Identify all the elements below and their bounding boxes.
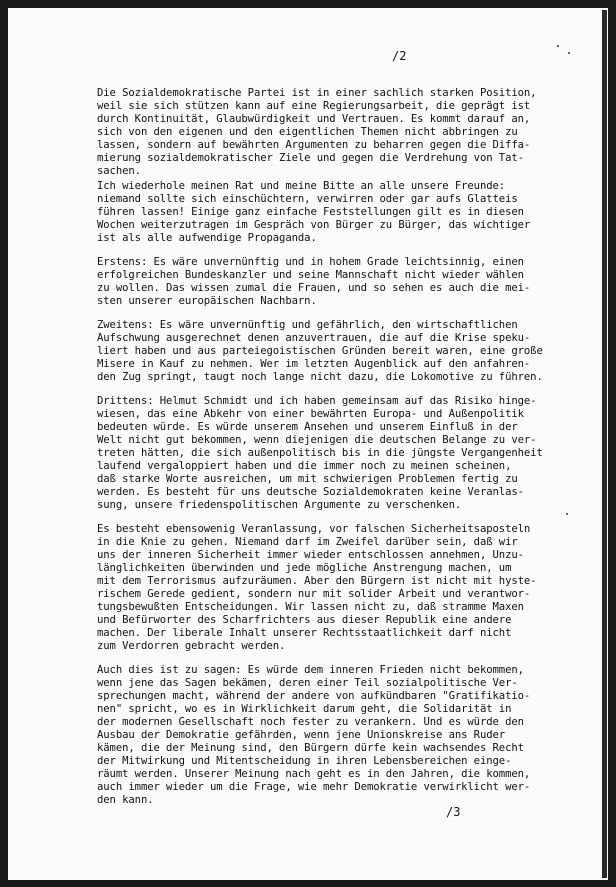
text-line: lassen, sondern auf bewährten Argumenten zu beharren gegen die Diffa- [97,139,531,151]
text-line: Auch dies ist zu sagen: Es würde dem inneren Frieden nicht bekommen, [97,664,524,676]
text-line: Die Sozialdemokratische Partei ist in einer sachlich starken Position, [97,87,537,99]
text-line: mierung sozialdemokratischer Ziele und gegen die Verdrehung von Tat- [97,152,524,164]
text-line: machen. Der liberale Inhalt unserer Rechtsstaatlichkeit darf nicht [97,627,512,639]
text-line: sprechungen macht, während der andere von aufkündbaren "Gratifikatio- [97,690,531,702]
text-line: rischem Gerede gedient, sondern nur mit solider Arbeit und verantwor- [97,588,531,600]
text-line: Misere in Kauf zu nehmen. Wer im letzten Augenblick auf den anfahren- [97,358,531,370]
text-line: erfolgreichen Bundeskanzler und seine Mannschaft nicht wieder wählen [97,269,524,281]
paragraph [97,395,597,512]
paragraph [97,180,597,245]
text-line: laufend vergaloppiert haben und die immer noch zu meinen scheinen, [97,460,512,472]
next-page-marker: /3 [446,805,461,819]
scan-edge [602,10,607,878]
text-line: werden. Es besteht für uns deutsche Sozialdemokraten keine Veranlas- [97,486,524,498]
text-line: den kann. [97,794,154,806]
paragraph [97,664,597,807]
scan-speck [557,45,559,47]
text-line: kämen, die der Meinung sind, den Bürgern dürfe kein wachsendes Recht [97,742,524,754]
text-line: ist als alle aufwendige Propaganda. [97,232,317,244]
text-line: Es besteht ebensowenig Veranlassung, vor falschen Sicherheitsaposteln [97,523,531,535]
text-line: länglichkeiten überwinden und jede mögliche Anstrengung machen, um [97,562,512,574]
text-line: Ich wiederhole meinen Rat und meine Bitte an alle unsere Freunde: [97,180,506,192]
text-line: auch immer wieder um die Frage, wie mehr Demokratie verwirklicht wer- [97,781,531,793]
text-line: niemand sollte sich einschüchtern, verwirren oder gar aufs Glatteis [97,193,518,205]
text-line: wenn jene das Sagen bekämen, deren einer Teil sozialpolitische Ver- [97,677,518,689]
text-line: Zweitens: Es wäre unvernünftig und gefährlich, den wirtschaftlichen [97,319,518,331]
text-line: Welt nicht gut bekommen, wenn diejenigen die deutschen Belange zu ver- [97,434,537,446]
scan-speck [566,513,568,515]
text-line: mit dem Terrorismus aufzuräumen. Aber den Bürgern ist nicht mit hyste- [97,575,537,587]
paragraph [97,523,597,653]
text-line: führen lassen! Einige ganz einfache Feststellungen gilt es in diesen [97,206,524,218]
document-page [8,8,608,880]
text-line: durch Kontinuität, Glaubwürdigkeit und Vertrauen. Es kommt darauf an, [97,113,531,125]
text-line: bedeuten würde. Es würde unserem Ansehen und unserem Einfluß in der [97,421,518,433]
letter-body [97,87,597,818]
text-line: den Zug springt, taugt noch lange nicht dazu, die Lokomotive zu führen. [97,371,543,383]
page-number: /2 [392,49,407,63]
text-line: uns der inneren Sicherheit immer wieder entschlossen annehmen, Unzu- [97,549,524,561]
text-line: liert haben und aus parteiegoistischen Gründen bereit waren, eine große [97,345,543,357]
text-line: sten unserer europäischen Nachbarn. [97,295,317,307]
text-line: Drittens: Helmut Schmidt und ich haben gemeinsam auf das Risiko hinge- [97,395,537,407]
text-line: Erstens: Es wäre unvernünftig und in hohem Grade leichtsinnig, einen [97,256,524,268]
text-line: der Mitwirkung und Mitentscheidung in ihren Lebensbereichen einge- [97,755,512,767]
text-line: Wochen weiterzutragen im Gespräch von Bürger zu Bürger, das wichtiger [97,219,531,231]
text-line: sachen. [97,165,141,177]
text-line: treten hätten, die sich außenpolitisch bis in die jüngste Vergangenheit [97,447,543,459]
text-line: zum Verdorren gebracht werden. [97,640,286,652]
scan-speck [568,52,570,54]
paragraph [97,87,597,178]
text-line: in die Knie zu gehen. Niemand darf im Zweifel darüber sein, daß wir [97,536,518,548]
text-line: nen" spricht, wo es in Wirklichkeit darum geht, die Solidarität in [97,703,512,715]
paragraph [97,256,597,308]
text-line: daß starke Worte ausreichen, um mit schwierigen Problemen fertig zu [97,473,518,485]
text-line: Aufschwung ausgerechnet denen anzuvertrauen, die auf die Krise speku- [97,332,531,344]
text-line: Ausbau der Demokratie gefährden, wenn jene Unionskreise ans Ruder [97,729,506,741]
text-line: sung, unsere friedenspolitischen Argumente zu verschenken. [97,499,462,511]
text-line: zu wollen. Das wissen zumal die Frauen, und so sehen es auch die mei- [97,282,531,294]
text-line: räumt werden. Unserer Meinung nach geht es in den Jahren, die kommen, [97,768,531,780]
text-line: tungsbewußten Entscheidungen. Wir lassen nicht zu, daß stramme Maxen [97,601,524,613]
text-line: sich von den eigenen und den eigentlichen Themen nicht abbringen zu [97,126,518,138]
text-line: und Befürworter des Scharfrichters aus dieser Republik eine andere [97,614,512,626]
text-line: wiesen, das eine Abkehr von einer bewährten Europa- und Außenpolitik [97,408,524,420]
text-line: weil sie sich stützen kann auf eine Regierungsarbeit, die geprägt ist [97,100,531,112]
text-line: der modernen Gesellschaft noch fester zu verankern. Und es würde den [97,716,524,728]
paragraph [97,319,597,384]
